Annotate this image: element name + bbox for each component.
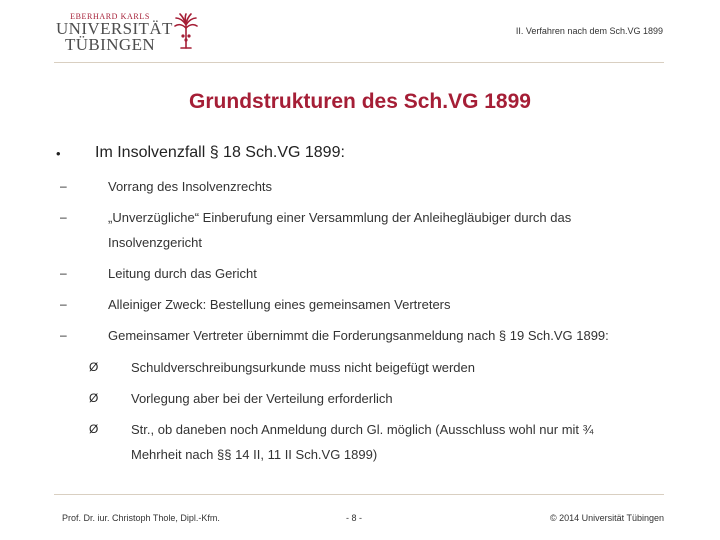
dash-marker: – <box>60 210 67 224</box>
footer-author: Prof. Dr. iur. Christoph Thole, Dipl.-Kfm. <box>62 513 220 523</box>
university-logo <box>56 12 201 52</box>
section-header: II. Verfahren nach dem Sch.VG 1899 <box>515 26 663 36</box>
list-item: „Unverzügliche“ Einberufung einer Versammlung der Anleihegläubiger durch das <box>108 210 572 225</box>
sub-item: Str., ob daneben noch Anmeldung durch Gl. möglich (Ausschluss wohl nur mit ¾ <box>131 422 594 437</box>
list-item: Leitung durch das Gericht <box>108 266 257 281</box>
list-item: Vorrang des Insolvenzrechts <box>108 179 273 194</box>
arrow-marker: Ø <box>89 391 99 405</box>
logo-line-1: EBERHARD KARLS <box>70 12 150 21</box>
lead-bullet: Im Insolvenzfall § 18 Sch.VG 1899: <box>95 144 345 161</box>
sub-item: Vorlegung aber bei der Verteilung erforderlich <box>131 391 393 406</box>
arrow-marker: Ø <box>89 422 99 436</box>
sub-item: Schuldverschreibungsurkunde muss nicht beigefügt werden <box>131 360 475 375</box>
dash-marker: – <box>60 328 67 342</box>
dash-marker: – <box>60 179 67 193</box>
arrow-marker: Ø <box>89 360 99 374</box>
slide-title: Grundstrukturen des Sch.VG 1899 <box>189 90 531 113</box>
header-divider <box>54 62 664 63</box>
dash-marker: – <box>60 297 67 311</box>
logo-line-3: TÜBINGEN <box>64 35 156 54</box>
list-item-continuation: Insolvenzgericht <box>108 235 202 250</box>
page-number: - 8 - <box>346 513 363 523</box>
footer-copyright: © 2014 Universität Tübingen <box>549 513 664 523</box>
palm-tree-icon <box>172 12 200 50</box>
bullet-marker: • <box>56 146 61 161</box>
dash-marker: – <box>60 266 67 280</box>
logo-line-2: UNIVERSITÄT <box>56 19 173 38</box>
sub-item-continuation: Mehrheit nach §§ 14 II, 11 II Sch.VG 1899) <box>131 447 378 462</box>
footer-divider <box>54 494 664 495</box>
list-item: Alleiniger Zweck: Bestellung eines gemeinsamen Vertreters <box>108 297 451 312</box>
list-item: Gemeinsamer Vertreter übernimmt die Forderungsanmeldung nach § 19 Sch.VG 1899: <box>108 328 609 343</box>
